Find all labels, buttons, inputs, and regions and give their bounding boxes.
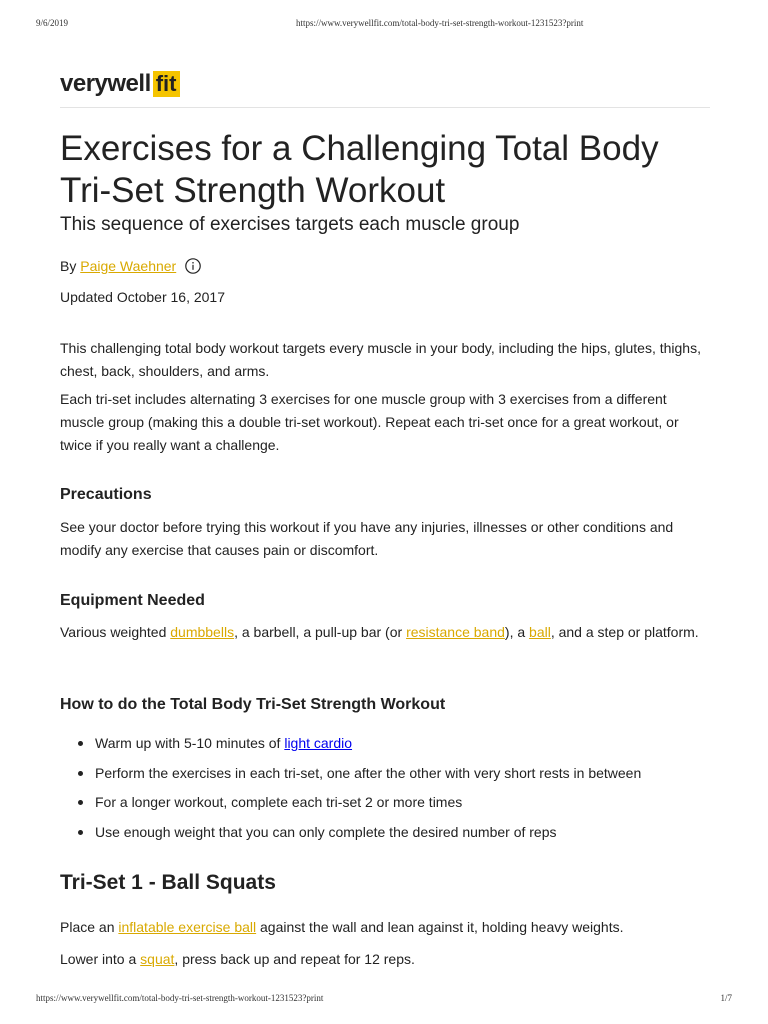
page-number: 1/7 (720, 993, 732, 1003)
intro-paragraph-2: Each tri-set includes alternating 3 exercises for one muscle group with 3 exercises from a different muscle group (making this a double tri-set workout). Repeat each tri-set once for a great workout, or twice if you really want a challenge. (60, 391, 679, 453)
print-date: 9/6/2019 (36, 18, 69, 28)
author-link[interactable]: Paige Waehner (80, 258, 177, 274)
article-subtitle: This sequence of exercises targets each muscle group (60, 214, 520, 235)
howto-heading: How to do the Total Body Tri-Set Strength Workout (60, 696, 446, 713)
precautions-heading: Precautions (60, 486, 152, 503)
resistance-band-link[interactable]: resistance band (406, 624, 505, 640)
intro-paragraph-1: This challenging total body workout targets every muscle in your body, including the hips, glutes, thighs, chest, back, shoulders, and arms. (60, 340, 701, 379)
ball-link[interactable]: ball (529, 624, 551, 640)
article-title (60, 128, 720, 212)
dumbbells-link[interactable]: dumbbells (170, 624, 235, 640)
equipment-text: Various weighted dumbbells, a barbell, a pull-up bar (or resistance band), a ball, and a step or platform. (60, 624, 699, 640)
title-line-2: Tri-Set Strength Workout (60, 171, 446, 210)
equipment-heading: Equipment Needed (60, 592, 205, 609)
logo-fit-badge: fit (153, 71, 180, 97)
light-cardio-link[interactable]: light cardio (284, 735, 353, 751)
by-label: By (60, 258, 77, 274)
updated-date: Updated October 16, 2017 (60, 289, 226, 305)
list-item: For a longer workout, complete each tri-set 2 or more times (95, 791, 641, 821)
howto-list (60, 732, 641, 850)
footer-url: https://www.verywellfit.com/total-body-tri-set-strength-workout-1231523?print (36, 993, 324, 1003)
print-url: https://www.verywellfit.com/total-body-tri-set-strength-workout-1231523?print (296, 18, 584, 28)
list-item: Warm up with 5-10 minutes of light cardio (95, 732, 641, 762)
site-logo[interactable] (60, 70, 180, 98)
triset-1-paragraph-1: Place an inflatable exercise ball against the wall and lean against it, holding heavy weights. (60, 919, 624, 935)
triset-1-paragraph-2: Lower into a squat, press back up and repeat for 12 reps. (60, 951, 415, 967)
inflatable-exercise-ball-link[interactable]: inflatable exercise ball (118, 919, 257, 935)
header-divider (60, 107, 710, 108)
info-icon[interactable] (185, 258, 201, 274)
title-line-1: Exercises for a Challenging Total Body (60, 129, 659, 168)
list-item: Perform the exercises in each tri-set, one after the other with very short rests in between (95, 762, 641, 792)
precautions-text: See your doctor before trying this workout if you have any injuries, illnesses or other conditions and modify any exercise that causes pain or discomfort. (60, 519, 674, 558)
logo-wordmark: verywell (60, 70, 151, 97)
list-item: Use enough weight that you can only complete the desired number of reps (95, 821, 641, 851)
byline (60, 258, 201, 274)
triset-1-heading: Tri-Set 1 - Ball Squats (60, 871, 276, 894)
squat-link[interactable]: squat (140, 951, 175, 967)
